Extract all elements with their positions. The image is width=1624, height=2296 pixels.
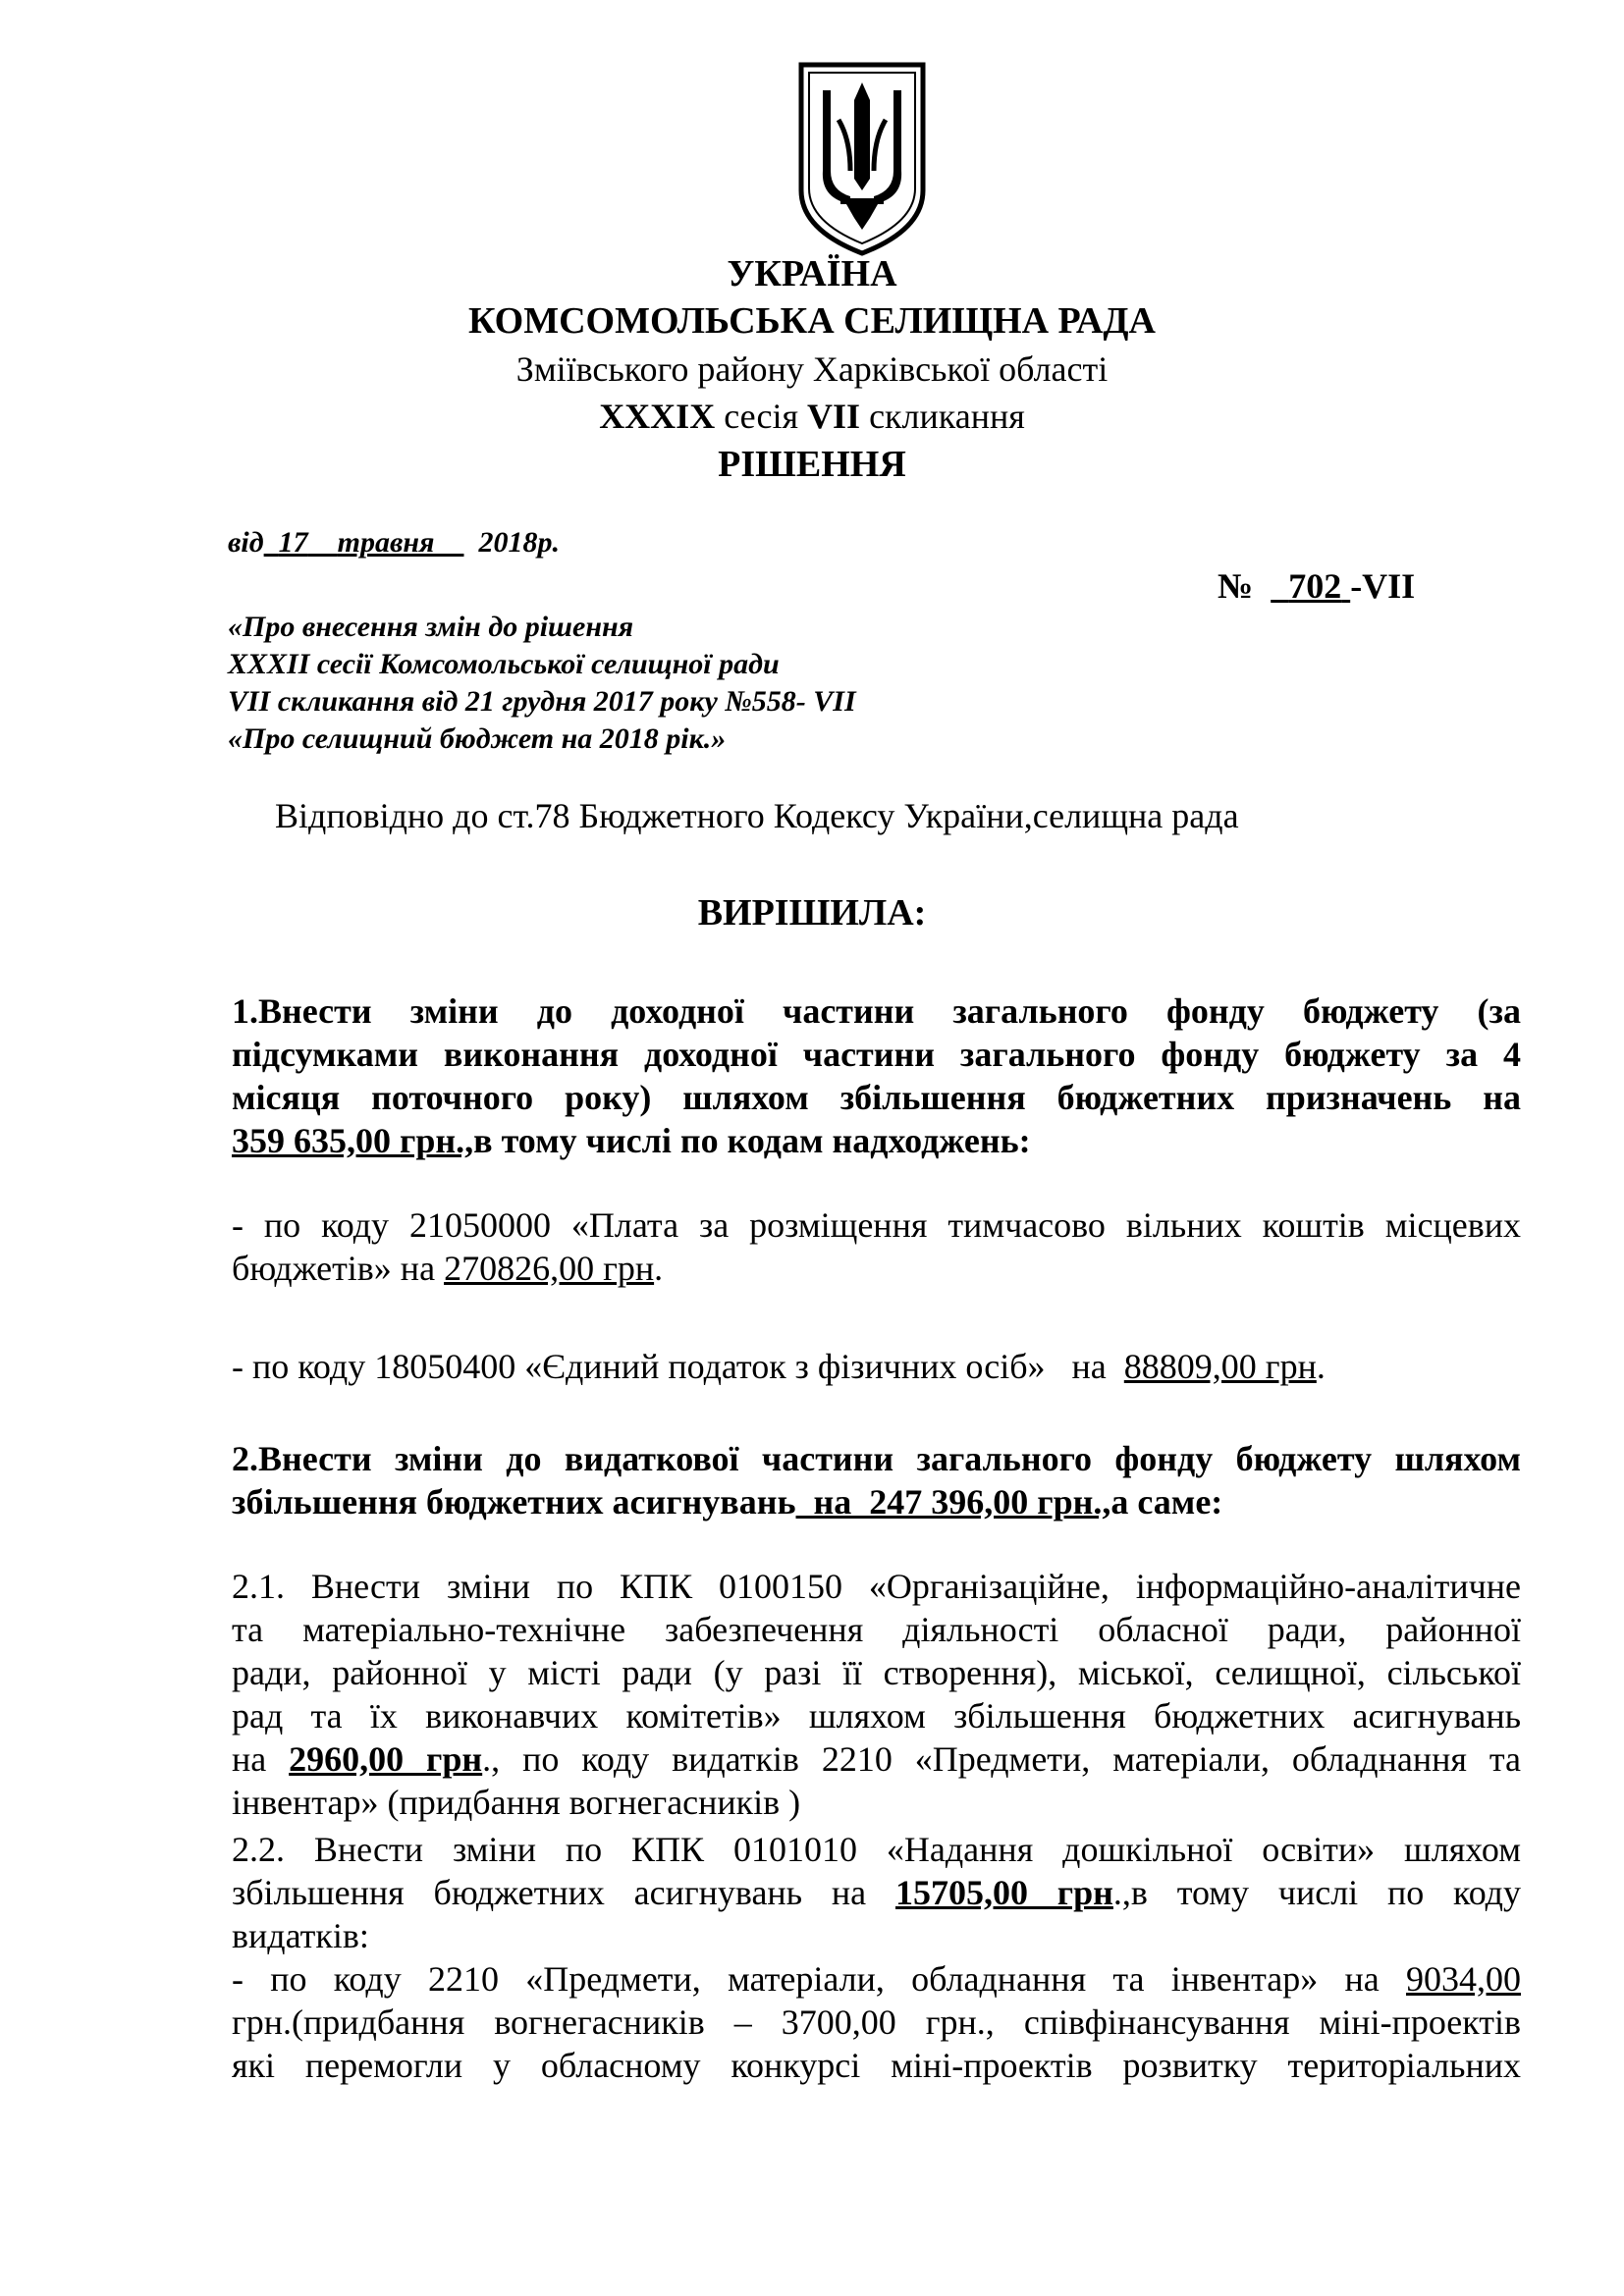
trident-coat-of-arms-icon [795,61,929,257]
number-suffix: -VII [1350,566,1416,606]
number-value: 702 [1288,566,1342,606]
paragraph-line: 2.Внести зміни до видаткової частини загального фонду бюджету шляхом [232,1439,1521,1478]
header-country: УКРАЇНА [727,253,897,294]
paragraph-2-2 [232,1828,1521,2087]
date-year: 2018р. [478,526,560,559]
amount-code-18050400: 88809,00 грн [1123,1347,1317,1386]
paragraph-line: та матеріально-технічне забезпечення діяльності обласної ради, районної [232,1610,1521,1649]
amount-total-income: 359 635,00 грн., [232,1121,474,1160]
paragraph-line: - по коду 18050400 «Єдиний податок з фізичних осіб» на 88809,00 грн. [232,1347,1326,1386]
amount-code-21050000: 270826,00 грн [444,1249,655,1288]
paragraph-line: - по коду 21050000 «Плата за розміщення тимчасово вільних коштів місцевих [232,1205,1521,1245]
subject-line: VII скликання від 21 грудня 2017 року №558- VII [228,685,856,718]
date-month: травня [337,526,435,559]
paragraph-line: збільшення бюджетних асигнувань на 15705,00 грн.,в тому числі по коду [232,1873,1521,1912]
date-day: 17 [278,526,308,559]
intro-text: Відповідно до ст.78 Бюджетного Кодексу України,селищна рада [275,796,1239,835]
paragraph-2 [232,1437,1521,1523]
subject-line: «Про внесення змін до рішення [228,611,634,643]
amount-code-2210: 9034,00 [1406,1959,1521,1999]
paragraph-line: 359 635,00 грн.,в тому числі по кодам надходжень: [232,1121,1031,1160]
paragraph-line: бюджетів» на 270826,00 грн. [232,1249,664,1288]
paragraph-1 [232,989,1521,1162]
paragraph-line: 2.2. Внести зміни по КПК 0101010 «Надання дошкільної освіти» шляхом [232,1830,1521,1869]
convocation-word: скликання [869,397,1025,436]
paragraph-line: грн.(придбання вогнегасників – 3700,00 грн., співфінансування міні-проектів [232,2002,1521,2042]
paragraph-line: рад та їх виконавчих комітетів» шляхом збільшення бюджетних асигнувань [232,1696,1521,1735]
paragraph-line: ради, районної у місті ради (у разі її створення), міської, селищної, сільської [232,1653,1521,1692]
paragraph-2-1 [232,1565,1521,1824]
paragraph-line: на 2960,00 грн., по коду видатків 2210 «Предмети, матеріали, обладнання та [232,1739,1521,1779]
paragraph-line: 2.1. Внести зміни по КПК 0100150 «Організаційне, інформаційно-аналітичне [232,1567,1521,1606]
decision-number [1218,565,1415,607]
header-decision: РІШЕННЯ [718,444,906,485]
resolved-heading: ВИРІШИЛА: [697,892,927,934]
header-district: Зміївського району Харківської області [515,349,1109,389]
paragraph-line: - по коду 2210 «Предмети, матеріали, обладнання та інвентар» на 9034,00 [232,1959,1521,1999]
paragraph-line: підсумками виконання доходної частини загального фонду бюджету за 4 [232,1035,1521,1074]
paragraph-line: видатків: [232,1916,369,1955]
paragraph-line: інвентар» (придбання вогнегасників ) [232,1783,801,1822]
session-number: XXXIX [599,397,716,436]
paragraph-line: збільшення бюджетних асигнувань на 247 396,00 грн.,а саме: [232,1482,1223,1522]
paragraph-1b [232,1345,1521,1388]
amount-kpk-0101010: 15705,00 грн [894,1873,1113,1912]
subject-line: «Про селищний бюджет на 2018 рік.» [228,722,727,755]
amount-kpk-0100150: 2960,00 грн [289,1739,483,1779]
paragraph-line: які перемогли у обласному конкурсі міні-проектів розвитку територіальних [232,2046,1521,2085]
date-prefix: від [228,526,264,559]
header-session [0,397,1624,437]
session-word: сесія [724,397,799,436]
header-council: КОМСОМОЛЬСЬКА СЕЛИЩНА РАДА [468,300,1156,342]
paragraph-1a [232,1203,1521,1290]
paragraph-line: 1.Внести зміни до доходної частини загального фонду бюджету (за [232,991,1521,1031]
paragraph-line: місяця поточного року) шляхом збільшення бюджетних призначень на [232,1078,1521,1117]
decision-subject [228,609,856,758]
amount-total-expense: на 247 396,00 грн., [795,1482,1111,1522]
number-sign: № [1218,566,1254,606]
convocation-number: VII [807,397,861,436]
decision-date [228,526,560,560]
subject-line: XXXII сесії Комсомольської селищної ради [228,648,780,680]
